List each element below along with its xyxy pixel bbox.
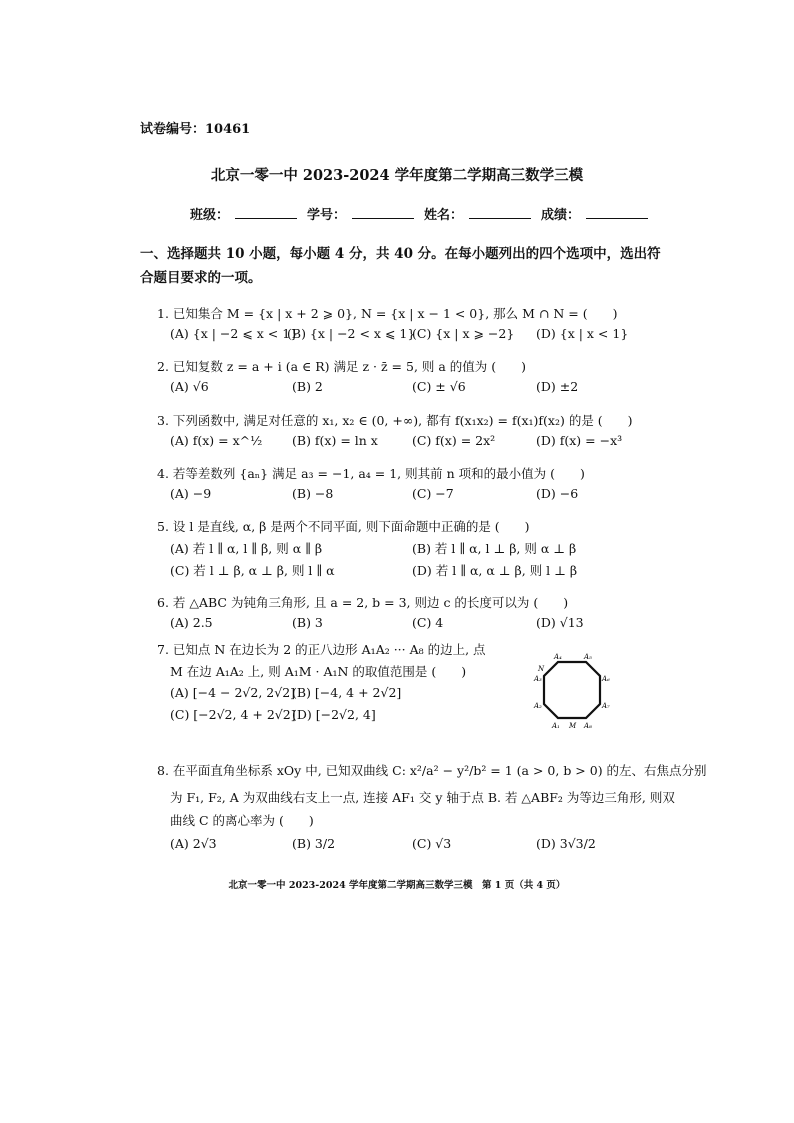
page-footer: 北京一零一中 2023-2024 学年度第二学期高三数学三模 第 1 页（共 4 页）	[228, 880, 566, 891]
student-id-blank[interactable]	[352, 204, 414, 219]
question-3-option-d: (D) f(x) = −x³	[536, 433, 623, 448]
question-5-option-a: (A) 若 l ∥ α, l ∥ β, 则 α ∥ β	[170, 541, 323, 556]
question-7-option-b: (B) [−4, 4 + 2√2]	[292, 685, 402, 700]
question-5-stem: 5. 设 l 是直线, α, β 是两个不同平面, 则下面命题中正确的是 ( )	[157, 519, 530, 534]
label-a7: A₇	[602, 702, 610, 710]
question-3-option-b: (B) f(x) = ln x	[292, 433, 378, 448]
question-1-option-a: (A) {x | −2 ⩽ x < 1}	[170, 326, 299, 341]
question-6-stem: 6. 若 △ABC 为钝角三角形, 且 a = 2, b = 3, 则边 c 的长度可以为 ( )	[157, 595, 569, 610]
question-4-option-d: (D) −6	[536, 486, 579, 501]
question-6-option-a: (A) 2.5	[170, 615, 213, 630]
question-5-option-b: (B) 若 l ∥ α, l ⊥ β, 则 α ⊥ β	[412, 541, 577, 556]
question-4-stem: 4. 若等差数列 {aₙ} 满足 a₃ = −1, a₄ = 1, 则其前 n 项和的最小值为 ( )	[157, 466, 585, 481]
question-8-option-c: (C) √3	[412, 836, 452, 851]
label-a5: A₅	[584, 653, 592, 661]
question-6-option-c: (C) 4	[412, 615, 444, 630]
label-a4: A₄	[554, 653, 562, 661]
label-a8: A₈	[584, 722, 592, 730]
question-1-option-c: (C) {x | x ⩾ −2}	[412, 326, 515, 341]
name-blank[interactable]	[469, 204, 531, 219]
student-id-label: 学号：	[307, 208, 347, 223]
question-2-option-d: (D) ±2	[536, 379, 579, 394]
question-8-stem-line-1: 8. 在平面直角坐标系 xOy 中, 已知双曲线 C: x²/a² − y²/b² = 1 (a > 0, b > 0) 的左、右焦点分别	[157, 763, 707, 778]
exam-title: 北京一零一中 2023-2024 学年度第二学期高三数学三模	[210, 167, 584, 184]
label-a2: A₂	[534, 702, 542, 710]
question-1-option-d: (D) {x | x < 1}	[536, 326, 629, 341]
question-5-option-c: (C) 若 l ⊥ β, α ⊥ β, 则 l ∥ α	[170, 563, 335, 578]
octagon-figure	[528, 650, 618, 738]
section-heading: 一、选择题共 10 小题，每小题 4 分，共 40 分。在每小题列出的四个选项中，选出符合题目要求的一项。	[140, 246, 661, 286]
question-4-option-a: (A) −9	[170, 486, 212, 501]
label-a6: A₆	[602, 675, 610, 683]
score-blank[interactable]	[586, 204, 648, 219]
question-2-option-a: (A) √6	[170, 379, 209, 394]
class-blank[interactable]	[235, 204, 297, 219]
label-n: N	[538, 665, 545, 673]
student-info-row	[190, 204, 652, 223]
question-3-option-c: (C) f(x) = 2x²	[412, 433, 496, 448]
class-label: 班级：	[190, 208, 230, 223]
question-7-option-a: (A) [−4 − 2√2, 2√2]	[170, 685, 296, 700]
question-2-stem: 2. 已知复数 z = a + i (a ∈ R) 满足 z · z̄ = 5, 则 a 的值为 ( )	[157, 359, 527, 374]
paper-id: 试卷编号：10461	[140, 122, 251, 137]
question-1-option-b: (B) {x | −2 < x ⩽ 1}	[287, 326, 416, 341]
label-m: M	[569, 722, 577, 730]
question-7-stem-line-1: 7. 已知点 N 在边长为 2 的正八边形 A₁A₂ ··· A₈ 的边上, 点	[157, 642, 486, 657]
octagon-shape	[544, 662, 600, 718]
label-a3: A₃	[534, 675, 542, 683]
question-7-stem-line-2: M 在边 A₁A₂ 上, 则 A₁M · A₁N 的取值范围是 ( )	[170, 664, 467, 679]
question-6-option-d: (D) √13	[536, 615, 584, 630]
question-4-option-b: (B) −8	[292, 486, 334, 501]
question-8-option-d: (D) 3√3/2	[536, 836, 596, 851]
score-label: 成绩：	[541, 208, 581, 223]
question-8-option-b: (B) 3/2	[292, 836, 336, 851]
question-1-stem: 1. 已知集合 M = {x | x + 2 ⩾ 0}, N = {x | x − 1 < 0}, 那么 M ∩ N = ( )	[157, 306, 618, 321]
question-8-option-a: (A) 2√3	[170, 836, 217, 851]
question-2-option-b: (B) 2	[292, 379, 323, 394]
question-7-option-c: (C) [−2√2, 4 + 2√2]	[170, 707, 296, 722]
question-6-option-b: (B) 3	[292, 615, 323, 630]
question-7-option-d: (D) [−2√2, 4]	[292, 707, 376, 722]
question-3-option-a: (A) f(x) = x^½	[170, 433, 263, 448]
question-4-option-c: (C) −7	[412, 486, 454, 501]
name-label: 姓名：	[424, 208, 464, 223]
question-2-option-c: (C) ± √6	[412, 379, 466, 394]
question-8-stem-line-2: 为 F₁, F₂, A 为双曲线右支上一点, 连接 AF₁ 交 y 轴于点 B. 若 △ABF₂ 为等边三角形, 则双	[170, 790, 675, 805]
label-a1: A₁	[552, 722, 560, 730]
question-5-option-d: (D) 若 l ∥ α, α ⊥ β, 则 l ⊥ β	[412, 563, 578, 578]
question-8-stem-line-3: 曲线 C 的离心率为 ( )	[170, 813, 314, 828]
question-3-stem: 3. 下列函数中, 满足对任意的 x₁, x₂ ∈ (0, +∞), 都有 f(x₁x₂) = f(x₁)f(x₂) 的是 ( )	[157, 413, 633, 428]
